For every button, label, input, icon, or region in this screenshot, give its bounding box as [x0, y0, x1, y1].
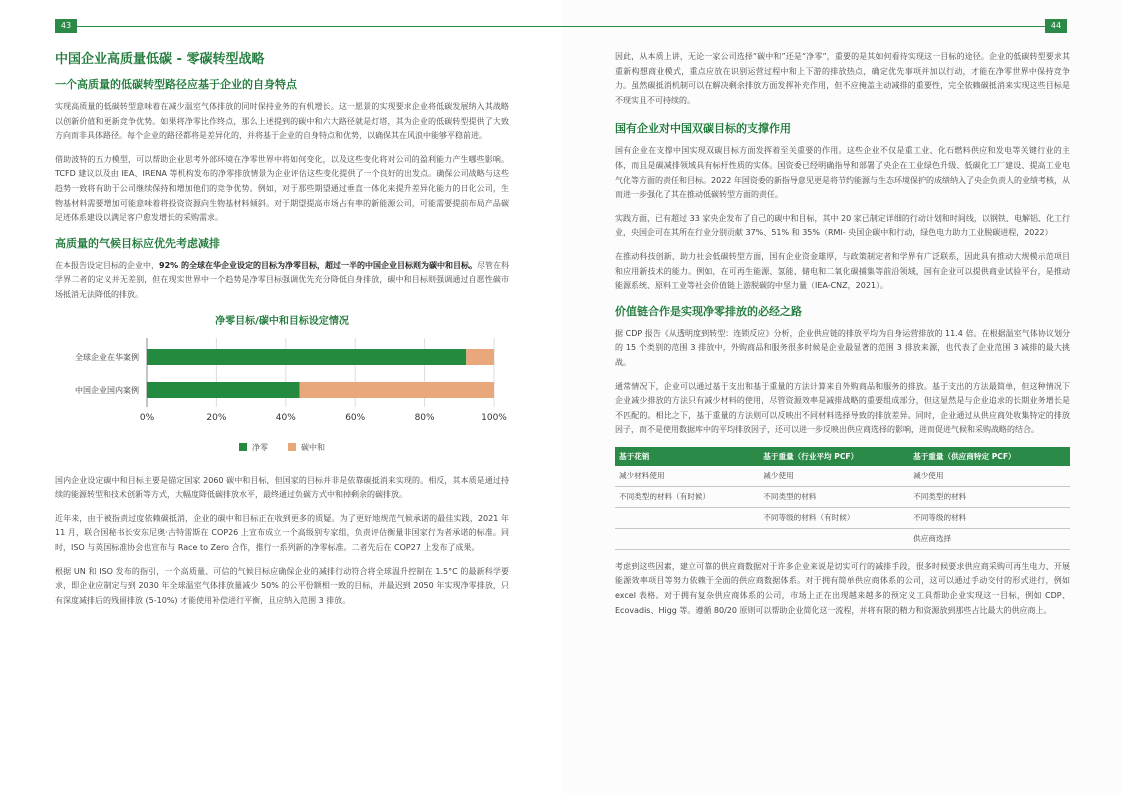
paragraph: 国内企业设定碳中和目标主要是锚定国家 2060 碳中和目标，但国家的目标并非是依靠碳抵消来实现的。相反，其本质是通过持续的能源转型和技术创新等方式，大幅度降低碳排放水平，最终通过负碳方式中和掉剩余的碳排放。	[55, 475, 509, 500]
paragraph: 在推动科技创新、助力社会低碳转型方面，国有企业资金雄厚，与政策制定者和学界有广泛联系，因此具有推动大规模示范项目和应用新技术的能力。例如，在可再生能源、氢能、储电和二氧化碳捕集等前沿领域，国有企业可以提供商业试验平台，是推动能源系统、原料工业等社会价值链上游脱碳的中坚力量（IEA-CNZ，2021）。	[615, 251, 1070, 291]
table-cell: 减少使用	[759, 466, 909, 487]
chart-tick-label: 20%	[206, 412, 227, 423]
paragraph: 近年来，由于被指责过度依赖碳抵消，企业的碳中和目标正在收到更多的质疑。为了更好地规范气候承诺的最佳实践，2021 年 11 月，联合国秘书长安东尼奥·古特雷斯在 COP26 上宣布成立一个高级别专家组，负责评估衡量非国家行为者承诺的标准。同时，ISO 与英国标准协会也宣布与 Race to Zero 合作，推行一系列新的净零标准。二者先后在 COP27 上发布了成果。	[55, 513, 509, 552]
section-heading-soe-support: 国有企业对中国双碳目标的支撑作用	[615, 122, 791, 136]
paragraph: 根据 UN 和 ISO 发布的指引，一个高质量、可信的气候目标应确保企业的减排行动符合将全球温升控制在 1.5°C 的最新科学要求，即企业应制定与到 2030 年全球温室气体排放量减少 50% 的公平份额相一致的目标，并最迟到 2050 年实现净零排放，只有深度减排后的残留排放 (5-10%) 才能使用补偿进行平衡，且应纳入范围 3 排放。	[55, 566, 509, 605]
chart-tick-label: 100%	[481, 412, 507, 423]
table-cell: 不同类型的材料	[909, 486, 1070, 507]
chart-tick-label: 60%	[345, 412, 366, 423]
chart-tick-label: 0%	[139, 412, 155, 423]
paragraph-bold-text: 92% 的全球在华企业设定的目标为净零目标，超过一半的中国企业目标则为碳中和目标。	[159, 260, 477, 270]
table-cell: 减少使用	[909, 466, 1070, 487]
table-cell: 不同类型的材料（有时候）	[615, 486, 759, 507]
table-cell: 减少材料使用	[615, 466, 759, 487]
target-setting-chart	[55, 312, 509, 464]
table-cell: 不同等级的材料	[909, 507, 1070, 528]
table-cell: 供应商选择	[909, 528, 1070, 549]
chart-category-label: 全球企业在华案例	[75, 352, 139, 362]
paragraph: 借助波特的五力模型，可以帮助企业思考外部环境在净零世界中将如何变化，以及这些变化将对公司的盈利能力产生哪些影响。TCFD 建议以及由 IEA、IRENA 等机构发布的净零排放情景为企业评估这些变化提供了一个良好的出发点。确保公司战略与这些趋势一致将有助于公司继续保持和增加他们的竞争优势。例如，对于那些期望通过垂直一体化来提升差异化能力的日化公司，生物基材料需要增加可能意味着将投资资源向生物基材料倾斜。对于期望提高市场占有率的新能源公司，可能需要提前布局产品碳足迹体系建设以满足客户愈发增长的采购需求。	[55, 154, 509, 223]
table-header-cell: 基于重量（行业平均 PCF）	[759, 447, 909, 466]
table-cell	[615, 507, 759, 528]
page-number: 43	[55, 19, 77, 33]
paragraph: 据 CDP 报告《从透明度到转型：连锁反应》分析，企业供应链的排放平均为自身运营排放的 11.4 倍。在根据温室气体协议划分的 15 个类别的范围 3 排放中，外购商品和服务很多时候是企业最显著的范围 3 排放来源，也代表了企业范围 3 减排的最大挑战。	[615, 328, 1070, 367]
table-cell	[615, 528, 759, 549]
paragraph: 考虑到这些因素，建立可靠的供应商数据对于许多企业来说是切实可行的减排手段，很多时候要求供应商采购可再生电力、开展能源效率项目等努力依赖于全面的供应商数据体系。对于拥有简单供应商体系的公司，这可以通过手动交付的形式进行，例如 excel 表格。对于拥有复杂供应商体系的公司，市场上正在出现越来越多的预定义工具帮助企业实现这一目标，例如 CDP、Ecovadis、Higg 等。遵循 80/20 原则可以帮助企业简化这一流程，并将有限的精力和资源放到那些占比最大的供应商上。	[615, 561, 1070, 615]
chart-plot	[55, 330, 509, 442]
legend-item	[239, 442, 268, 453]
paragraph: 通常情况下，企业可以通过基于支出和基于重量的方法计算来自外购商品和服务的排放。基于支出的方法最简单，但这种情况下企业减少排放的方法只有减少材料的使用，尽管资源效率是减排战略的重要组成部分，但这显然是与企业追求的长期业务增长是不匹配的。相比之下，基于重量的方法则可以反映出不同材料选择导致的排放差异。同时，企业通过从供应商处收集特定的排放因子，而不是使用数据库中的平均排放因子，还可以进一步反映出供应商选择的影响，进而促进气候和采购战略的结合。	[615, 381, 1070, 435]
table-row	[615, 486, 1070, 507]
paragraph: 实践方面，已有超过 33 家央企发布了自己的碳中和目标，其中 20 家已制定详细的行动计划和时间线，以钢铁、电解铝、化工行业，央国企可在其所在行业分别贡献 37%、51% 和 35%（RMI- 央国企碳中和行动，绿色电力助力工业脱碳进程，2022）	[615, 213, 1070, 238]
emission-method-table	[615, 447, 1070, 550]
page-title: 中国企业高质量低碳 - 零碳转型战略	[55, 52, 265, 67]
legend-label: 净零	[252, 442, 268, 452]
table-cell: 不同类型的材料	[759, 486, 909, 507]
header-rule	[561, 26, 1045, 27]
right-content	[615, 50, 1070, 627]
section-heading-transition-path: 一个高质量的低碳转型路径应基于企业的自身特点	[55, 78, 297, 91]
paragraph-text: 在本报告设定目标的企业中，	[55, 260, 160, 270]
legend-label: 碳中和	[301, 442, 325, 452]
section-heading-climate-targets: 高质量的气候目标应优先考虑减排	[55, 236, 220, 250]
paragraph: 实现高质量的低碳转型意味着在减少温室气体排放的同时保持业务的有机增长。这一愿景的实现要求企业将低碳发展纳入其战略以创新价值和更新竞争优势。如果将净零比作终点，那么上述提到的碳中和六大路径就是灯塔，其为企业的低碳转型提供了大致方向而非具体路径。每个企业的路径都将是差异化的，并将基于企业的自身特点和优势，以确保其在风浪中能够平稳前进。	[55, 102, 509, 141]
chart-category-label: 中国企业国内案例	[75, 385, 139, 395]
legend-item	[288, 442, 325, 453]
table-row	[615, 528, 1070, 549]
table-header-cell: 基于重量（供应商特定 PCF）	[909, 447, 1070, 466]
legend-swatch	[288, 443, 296, 451]
chart-tick-label: 40%	[275, 412, 296, 423]
left-content	[55, 50, 509, 617]
chart-bar	[300, 382, 494, 398]
table-cell: 不同等级的材料（有时候）	[759, 507, 909, 528]
table-header-row	[615, 447, 1070, 466]
paragraph-target-stats	[55, 259, 509, 303]
paragraph-text: 尽管在科学界二者的定义并无差别，但在现实世界中一个趋势是净零目标强调优先充分降低自身排放，碳中和目标则强调通过自愿性碳市场抵消无法降低的排放。	[55, 260, 510, 299]
table-header-cell: 基于花销	[615, 447, 759, 466]
table-row	[615, 466, 1070, 487]
chart-bar	[147, 349, 466, 365]
chart-bar	[147, 382, 300, 398]
chart-bar	[466, 349, 494, 365]
section-heading-value-chain: 价值链合作是实现净零排放的必经之路	[615, 304, 802, 318]
legend-swatch	[239, 443, 247, 451]
header-rule	[77, 26, 561, 27]
table-cell	[759, 528, 909, 549]
chart-title: 净零目标/碳中和目标设定情况	[215, 315, 349, 327]
table-row	[615, 507, 1070, 528]
paragraph: 国有企业在支撑中国实现双碳目标方面发挥着至关重要的作用。这些企业不仅是重工业、化石燃料供应和发电等关键行业的主体，而且是碳减排领域具有标杆性质的实体。国资委已经明确指导和部署了央企在工业绿色升级、低碳化工厂建设、提高工业电气化等方面的责任和目标。2022 年国资委的新指导意见更是将节约能源与生态环境保护的成绩纳入了央企负责人的业绩考核，从而进一步强化了其在推动低碳转型方面的责任。	[615, 146, 1070, 200]
chart-tick-label: 80%	[414, 412, 435, 423]
page-number: 44	[1045, 19, 1067, 33]
chart-legend	[55, 442, 509, 454]
paragraph: 因此，从本质上讲，无论一家公司选择“碳中和”还是“净零”，重要的是其如何看待实现这一目标的途径。企业的低碳转型要求其重新构想商业模式，重点应放在识别运营过程中和上下游的排放热点，确定优先事项并加以行动，才能在净零世界中保持竞争力。虽然碳抵消机制可以在解决剩余排放方面发挥补充作用，但不应掩盖主动减排的重要性，完全依赖碳抵消来实现这些目标是不现实且不可持续的。	[615, 52, 1070, 105]
